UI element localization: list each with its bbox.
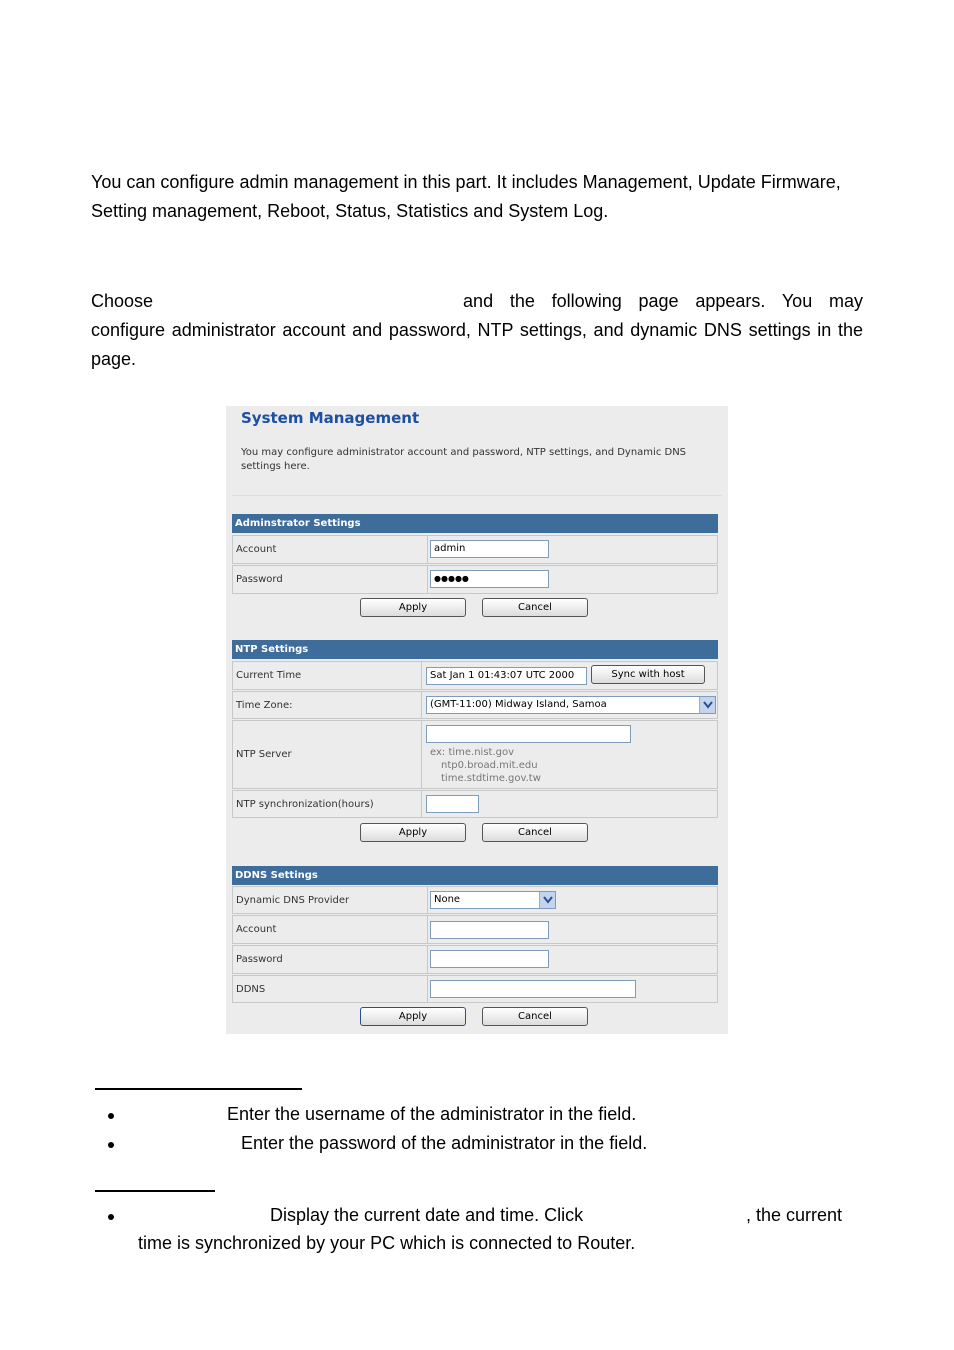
admin-account-label: Account bbox=[233, 536, 428, 563]
ddns-provider-select[interactable] bbox=[430, 891, 556, 909]
ntp-current-time-row bbox=[232, 661, 718, 690]
bullet-dot bbox=[108, 1214, 114, 1220]
ntp-sync-label: NTP synchronization(hours) bbox=[233, 791, 422, 817]
ddns-password-input[interactable] bbox=[430, 950, 549, 968]
ddns-password-row bbox=[232, 945, 718, 974]
bullet-dot bbox=[108, 1113, 114, 1119]
time-zone-label: Time Zone: bbox=[233, 692, 422, 718]
ddns-provider-label: Dynamic DNS Provider bbox=[233, 887, 428, 913]
ntp-hint-2: ntp0.broad.mit.edu bbox=[441, 760, 538, 771]
ddns-domain-row bbox=[232, 975, 718, 1003]
admin-password-label: Password bbox=[233, 566, 428, 593]
divider bbox=[232, 495, 722, 496]
ddns-account-input[interactable] bbox=[430, 921, 549, 939]
ddns-apply-button[interactable]: Apply bbox=[360, 1007, 466, 1026]
admin-password-input[interactable]: ●●●●● bbox=[430, 570, 549, 588]
page-description: You may configure administrator account and password, NTP settings, and Dynamic DNS settings here. bbox=[241, 447, 687, 472]
ntp-sync-hours-input[interactable] bbox=[426, 795, 479, 813]
bullet-time-text-c: time is synchronized by your PC which is connected to Router. bbox=[138, 1233, 636, 1253]
choose-continuation: configure administrator account and password, NTP settings, and dynamic DNS settings in the page. bbox=[91, 320, 863, 369]
bullet-time-text-b: , the current bbox=[746, 1205, 843, 1225]
time-zone-row bbox=[232, 691, 718, 719]
choose-word: Choose bbox=[91, 291, 154, 311]
chevron-down-icon[interactable] bbox=[699, 697, 715, 713]
bullet-password-text: Enter the password of the administrator in the field. bbox=[241, 1133, 648, 1153]
ntp-server-row bbox=[232, 720, 718, 789]
ddns-domain-label: DDNS bbox=[233, 976, 428, 1002]
sync-with-host-button[interactable]: Sync with host bbox=[591, 665, 705, 684]
ddns-account-label: Account bbox=[233, 916, 428, 943]
time-zone-select[interactable] bbox=[426, 696, 716, 714]
ntp-hint-3: time.stdtime.gov.tw bbox=[441, 773, 541, 784]
section-underline-admin bbox=[95, 1088, 302, 1090]
time-zone-value: (GMT-11:00) Midway Island, Samoa bbox=[430, 699, 607, 710]
ntp-apply-button[interactable]: Apply bbox=[360, 823, 466, 842]
current-time-label: Current Time bbox=[233, 662, 422, 689]
chevron-down-icon[interactable] bbox=[539, 892, 555, 908]
admin-password-row bbox=[232, 565, 718, 594]
ntp-server-label: NTP Server bbox=[233, 721, 422, 788]
ntp-hint-1: ex: time.nist.gov bbox=[430, 747, 515, 758]
choose-rest: and the following page appears. You may bbox=[463, 291, 863, 311]
system-management-screenshot bbox=[226, 406, 728, 1034]
admin-cancel-button[interactable]: Cancel bbox=[482, 598, 588, 617]
page-title: System Management bbox=[241, 409, 420, 427]
admin-apply-button[interactable]: Apply bbox=[360, 598, 466, 617]
ddns-provider-value: None bbox=[434, 894, 461, 905]
ddns-password-label: Password bbox=[233, 946, 428, 973]
ddns-domain-input[interactable] bbox=[430, 980, 636, 998]
admin-settings-header: Adminstrator Settings bbox=[232, 514, 718, 533]
intro-paragraph: You can configure admin management in this part. It includes Management, Update Firmware, Setting management, Reboot, Status, Statistics and System Log. bbox=[91, 172, 841, 221]
ntp-sync-row bbox=[232, 790, 718, 818]
ntp-cancel-button[interactable]: Cancel bbox=[482, 823, 588, 842]
current-time-field: Sat Jan 1 01:43:07 UTC 2000 bbox=[426, 667, 587, 685]
ddns-provider-row bbox=[232, 886, 718, 914]
ddns-cancel-button[interactable]: Cancel bbox=[482, 1007, 588, 1026]
admin-account-input[interactable]: admin bbox=[430, 540, 549, 558]
bullet-time-text-a: Display the current date and time. Click bbox=[270, 1205, 584, 1225]
ddns-account-row bbox=[232, 915, 718, 944]
ntp-settings-header: NTP Settings bbox=[232, 640, 718, 659]
choose-line bbox=[91, 287, 863, 316]
admin-account-row bbox=[232, 535, 718, 564]
ntp-server-input[interactable] bbox=[426, 725, 631, 743]
section-underline-ntp bbox=[95, 1190, 215, 1192]
ddns-settings-header: DDNS Settings bbox=[232, 866, 718, 885]
bullet-account-text: Enter the username of the administrator in the field. bbox=[227, 1104, 637, 1124]
bullet-dot bbox=[108, 1142, 114, 1148]
